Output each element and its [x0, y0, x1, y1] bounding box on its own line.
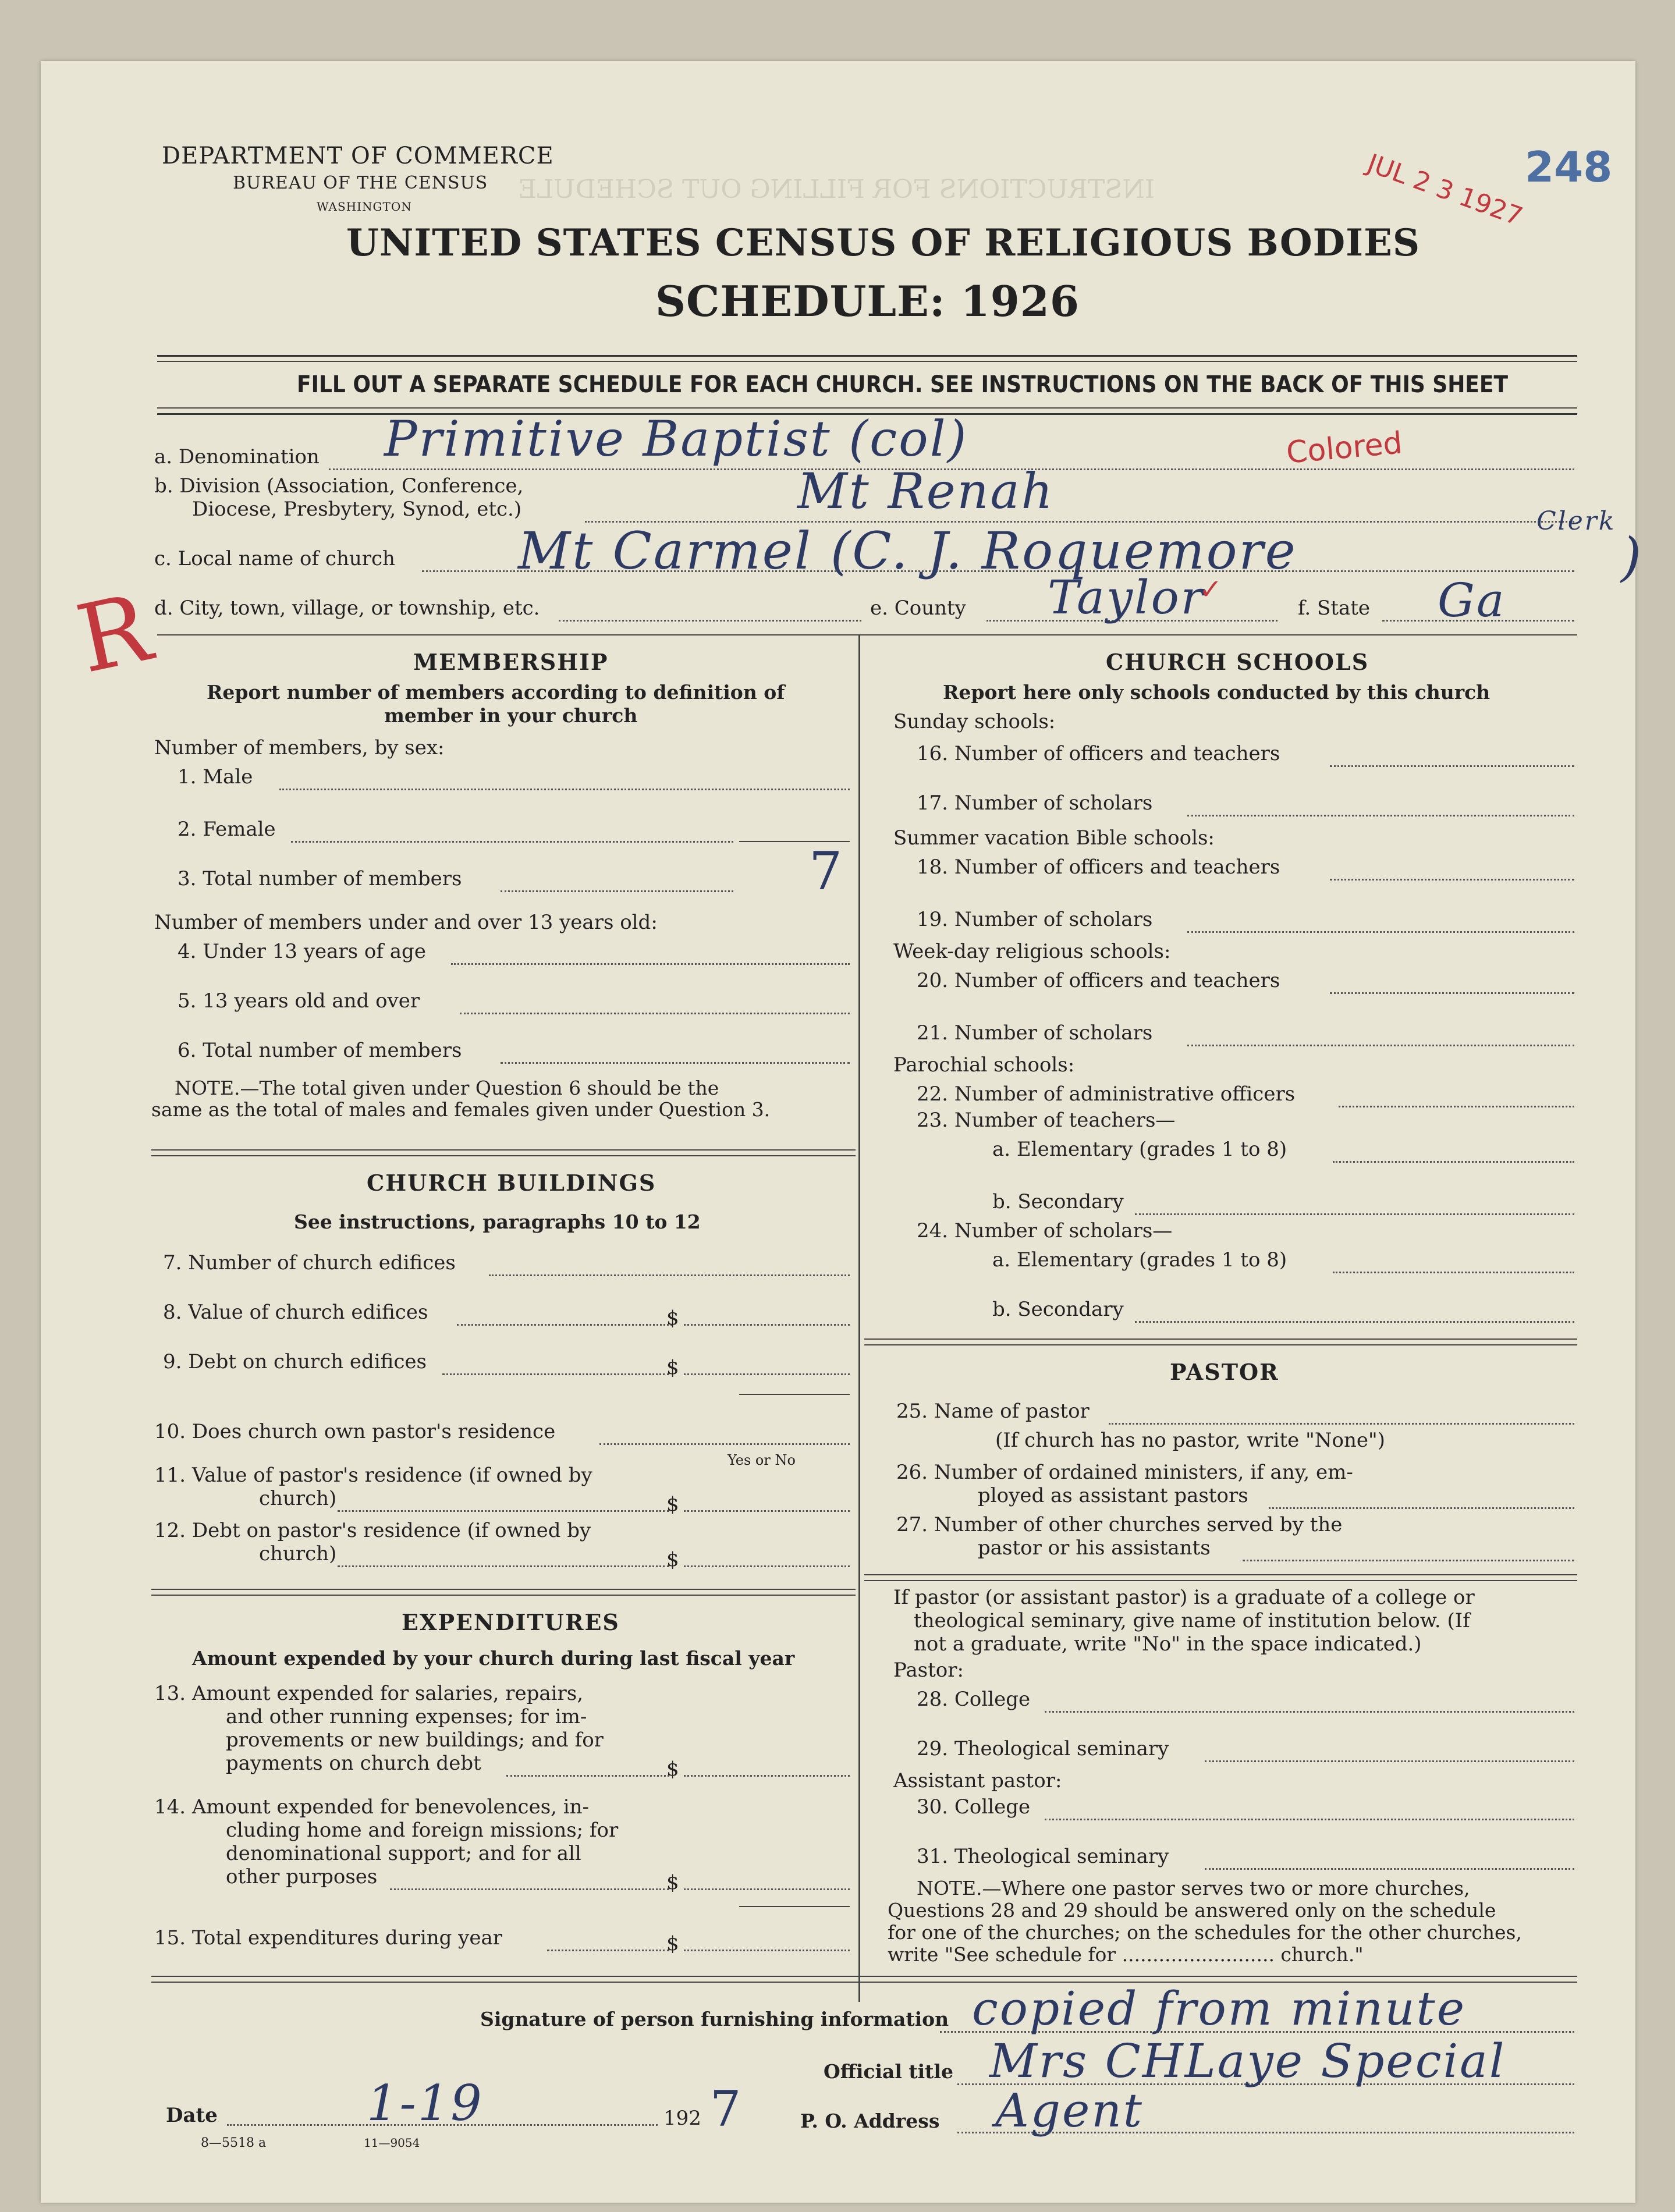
q20-line[interactable] [1330, 992, 1574, 994]
header-rule-top-2 [157, 361, 1577, 362]
q30-label: 30. College [917, 1795, 1031, 1819]
pastor-heading: PASTOR [1170, 1359, 1279, 1385]
buildings-rule [151, 1149, 856, 1151]
pastor-note-3: for one of the churches; on the schedules for the other churches, [888, 1921, 1522, 1944]
q25-note: (If church has no pastor, write "None") [995, 1429, 1385, 1452]
q23a-label: a. Elementary (grades 1 to 8) [992, 1138, 1287, 1161]
header-rule-bottom [157, 407, 1577, 409]
q5-line[interactable] [460, 1013, 850, 1014]
q1-line[interactable] [279, 789, 850, 790]
expenditures-heading: EXPENDITURES [402, 1609, 620, 1635]
q4-under13-label: 4. Under 13 years of age [178, 940, 426, 963]
q11-label-2: church) [259, 1487, 337, 1510]
q18-line[interactable] [1330, 879, 1574, 880]
q13-line [506, 1775, 669, 1777]
q2-female-label: 2. Female [178, 818, 276, 841]
q6-line[interactable] [501, 1062, 850, 1064]
instructions-banner: FILL OUT A SEPARATE SCHEDULE FOR EACH CHURCH. SEE INSTRUCTIONS ON THE BACK OF THIS SHEET [297, 371, 1509, 398]
denomination-value[interactable]: Primitive Baptist (col) [384, 410, 968, 467]
bleed-through-text: INSTRUCTIONS FOR FILLING OUT SCHEDULE [518, 175, 1155, 204]
q27-label-1: 27. Number of other churches served by the [896, 1513, 1343, 1536]
q27-label-2: pastor or his assistants [978, 1536, 1211, 1560]
department-heading: DEPARTMENT OF COMMERCE [162, 143, 554, 169]
city-line [559, 620, 861, 622]
membership-intro-2: member in your church [384, 704, 638, 727]
q10-line[interactable] [599, 1443, 850, 1445]
q15-dollar-sign: $ [666, 1932, 679, 1955]
q17-label: 17. Number of scholars [917, 791, 1153, 815]
q15-answer-line[interactable] [684, 1950, 850, 1951]
washington-heading: WASHINGTON [317, 200, 412, 214]
graduate-note-2: theological seminary, give name of institution below. (If [914, 1609, 1470, 1632]
q1-male-label: 1. Male [178, 765, 253, 789]
po-address-value[interactable]: Agent [995, 2083, 1144, 2138]
signature-value[interactable]: copied from minute [972, 1982, 1467, 2036]
parochial-schools-label: Parochial schools: [893, 1053, 1075, 1077]
q18-label: 18. Number of officers and teachers [917, 855, 1280, 879]
membership-note-1: NOTE.—The total given under Question 6 should be the [175, 1077, 719, 1099]
expenditures-subheading: Amount expended by your church during last fiscal year [192, 1647, 795, 1670]
q28-line[interactable] [1045, 1711, 1574, 1713]
q8-answer-line[interactable] [684, 1324, 850, 1326]
division-label-1: b. Division (Association, Conference, [154, 474, 524, 498]
yes-or-no-hint: Yes or No [728, 1452, 796, 1468]
q23a-line[interactable] [1333, 1161, 1574, 1163]
signature-label: Signature of person furnishing information [480, 2008, 949, 2030]
q12-label-2: church) [259, 1542, 337, 1565]
weekday-schools-label: Week-day religious schools: [893, 940, 1171, 963]
state-label: f. State [1298, 597, 1370, 620]
q23-label: 23. Number of teachers— [917, 1109, 1176, 1132]
date-value[interactable]: 1-19 [367, 2075, 484, 2132]
q14-label-1: 14. Amount expended for benevolences, in- [154, 1795, 590, 1819]
local-name-label: c. Local name of church [154, 547, 395, 570]
q31-line[interactable] [1205, 1868, 1574, 1870]
q8-label: 8. Value of church edifices [163, 1301, 428, 1324]
column-divider [858, 634, 860, 2002]
q15-line [547, 1950, 669, 1951]
q8-line [457, 1324, 672, 1326]
q24a-line[interactable] [1333, 1272, 1574, 1273]
local-name-close-paren: ) [1621, 527, 1644, 588]
q4-line[interactable] [451, 963, 850, 965]
local-name-value[interactable]: Mt Carmel (C. J. Roquemore [518, 521, 1297, 581]
q27-line[interactable] [1243, 1560, 1574, 1561]
schedule-number-stamp: 248 [1525, 143, 1613, 191]
q31-label: 31. Theological seminary [917, 1845, 1169, 1868]
expenditures-rule-2 [151, 1595, 856, 1596]
q9-label: 9. Debt on church edifices [163, 1350, 427, 1373]
q2-line [291, 841, 733, 843]
q16-label: 16. Number of officers and teachers [917, 742, 1280, 765]
official-title-label: Official title [824, 2060, 953, 2083]
q24b-line[interactable] [1135, 1321, 1574, 1323]
q14-label-4: other purposes [226, 1865, 378, 1888]
q14-label-3: denominational support; and for all [226, 1842, 581, 1865]
q23b-line[interactable] [1135, 1213, 1574, 1215]
schedule-title: SCHEDULE: 1926 [655, 276, 1080, 326]
q21-line[interactable] [1187, 1045, 1574, 1046]
q30-line[interactable] [1045, 1819, 1574, 1820]
division-value[interactable]: Mt Renah [797, 463, 1055, 520]
q14-answer-line[interactable] [684, 1888, 850, 1890]
q24-label: 24. Number of scholars— [917, 1219, 1173, 1242]
q12-answer-line[interactable] [684, 1565, 850, 1567]
q11-label-1: 11. Value of pastor's residence (if owned by [154, 1464, 592, 1487]
church-schools-heading: CHURCH SCHOOLS [1106, 649, 1369, 675]
division-label-2: Diocese, Presbytery, Synod, etc.) [192, 498, 522, 521]
year-prefix: 192 [663, 2107, 701, 2130]
expenditures-rule [151, 1589, 856, 1590]
received-date-stamp: JUL 2 3 1927 [1363, 148, 1527, 232]
q9-rule [739, 1394, 850, 1395]
denomination-label: a. Denomination [154, 445, 320, 468]
q26-label-2: ployed as assistant pastors [978, 1484, 1248, 1507]
q13-label-4: payments on church debt [226, 1752, 481, 1775]
official-title-value[interactable]: Mrs CHLaye Special [989, 2034, 1506, 2088]
census-schedule-sheet [41, 61, 1644, 2203]
q20-label: 20. Number of officers and teachers [917, 969, 1280, 992]
buildings-heading: CHURCH BUILDINGS [367, 1170, 656, 1196]
section-top-rule [157, 634, 1577, 635]
q14-dollar-sign: $ [666, 1871, 679, 1894]
pastor-label: Pastor: [893, 1659, 964, 1682]
city-label: d. City, town, village, or township, etc. [154, 597, 540, 620]
clerk-annotation: Clerk [1536, 506, 1616, 536]
q13-dollar-sign: $ [666, 1757, 679, 1781]
q24b-label: b. Secondary [992, 1298, 1124, 1321]
membership-intro-1: Report number of members according to definition of [207, 681, 785, 704]
q25-line[interactable] [1109, 1423, 1574, 1425]
pastor-note-1: NOTE.—Where one pastor serves two or more churches, [917, 1877, 1470, 1899]
q12-label-1: 12. Debt on pastor's residence (if owned by [154, 1519, 591, 1542]
buildings-subheading: See instructions, paragraphs 10 to 12 [294, 1210, 701, 1233]
county-label: e. County [870, 597, 966, 620]
q5-over13-label: 5. 13 years old and over [178, 989, 420, 1013]
bureau-heading: BUREAU OF THE CENSUS [233, 173, 488, 193]
assistant-pastor-label: Assistant pastor: [893, 1769, 1062, 1792]
q28-label: 28. College [917, 1688, 1031, 1711]
membership-note-2: same as the total of males and females given under Question 3. [151, 1098, 771, 1121]
age-intro-label: Number of members under and over 13 years old: [154, 911, 658, 934]
buildings-rule-2 [151, 1155, 856, 1156]
colored-stamp: Colored [1284, 425, 1404, 471]
q3-line [501, 890, 733, 892]
q11-line [338, 1510, 669, 1512]
q11-answer-line[interactable] [684, 1510, 850, 1512]
year-value[interactable]: 7 [710, 2080, 743, 2138]
q23b-label: b. Secondary [992, 1190, 1124, 1213]
q24a-label: a. Elementary (grades 1 to 8) [992, 1248, 1287, 1272]
q21-label: 21. Number of scholars [917, 1021, 1153, 1045]
q3-total-value[interactable]: 7 [809, 841, 844, 902]
red-check-mark: ✓ [1199, 573, 1223, 606]
q6-total-label: 6. Total number of members [178, 1039, 462, 1062]
form-number: 8—5518 a [201, 2136, 267, 2150]
pastor-note-4: write "See schedule for ......................... church." [888, 1943, 1364, 1966]
q9-dollar-sign: $ [666, 1356, 679, 1379]
q12-line [338, 1565, 669, 1567]
q22-line[interactable] [1339, 1106, 1574, 1107]
graduate-rule-2 [864, 1580, 1577, 1581]
q13-label-1: 13. Amount expended for salaries, repairs, [154, 1682, 584, 1705]
q11-dollar-sign: $ [666, 1493, 679, 1516]
po-address-label: P. O. Address [800, 2110, 940, 2132]
q29-label: 29. Theological seminary [917, 1737, 1169, 1760]
q12-dollar-sign: $ [666, 1548, 679, 1571]
q9-line [442, 1373, 669, 1375]
q13-answer-line[interactable] [684, 1775, 850, 1777]
state-value[interactable]: Ga [1438, 573, 1506, 627]
q10-label: 10. Does church own pastor's residence [154, 1420, 556, 1443]
q14-line [390, 1888, 669, 1890]
q7-line[interactable] [489, 1274, 850, 1276]
q19-label: 19. Number of scholars [917, 908, 1153, 931]
header-rule-top [157, 355, 1577, 357]
q14-label-2: cluding home and foreign missions; for [226, 1819, 619, 1842]
q29-line[interactable] [1205, 1760, 1574, 1762]
church-schools-subheading: Report here only schools conducted by this church [943, 681, 1491, 704]
q13-label-3: provements or new buildings; and for [226, 1728, 604, 1752]
q14-rule [739, 1906, 850, 1907]
graduate-note-1: If pastor (or assistant pastor) is a graduate of a college or [893, 1586, 1475, 1609]
print-number: 11—9054 [364, 2136, 420, 2150]
pastor-rule [864, 1338, 1577, 1340]
q13-label-2: and other running expenses; for im- [226, 1705, 587, 1728]
county-value[interactable]: Taylor [1048, 570, 1205, 624]
footer-rule [151, 1976, 1577, 1977]
q16-line[interactable] [1330, 765, 1574, 767]
q26-label-1: 26. Number of ordained ministers, if any, em- [896, 1461, 1353, 1484]
date-label: Date [166, 2104, 218, 2127]
summer-schools-label: Summer vacation Bible schools: [893, 826, 1215, 850]
q22-label: 22. Number of administrative officers [917, 1082, 1296, 1106]
q9-answer-line[interactable] [684, 1373, 850, 1375]
q26-line[interactable] [1269, 1507, 1574, 1509]
q3-total-label: 3. Total number of members [178, 867, 462, 890]
pastor-rule-2 [864, 1344, 1577, 1345]
graduate-note-3: not a graduate, write "No" in the space indicated.) [914, 1632, 1422, 1656]
margin-r-mark: R [68, 573, 161, 694]
q15-label: 15. Total expenditures during year [154, 1926, 503, 1950]
q19-line[interactable] [1187, 931, 1574, 933]
q7-label: 7. Number of church edifices [163, 1251, 456, 1274]
membership-heading: MEMBERSHIP [413, 649, 609, 675]
sunday-schools-label: Sunday schools: [893, 710, 1056, 733]
members-by-sex-label: Number of members, by sex: [154, 736, 445, 759]
form-title: UNITED STATES CENSUS OF RELIGIOUS BODIES [346, 221, 1421, 265]
pastor-note-2: Questions 28 and 29 should be answered only on the schedule [888, 1899, 1496, 1922]
q8-dollar-sign: $ [666, 1306, 679, 1330]
q17-line[interactable] [1187, 815, 1574, 816]
q25-label: 25. Name of pastor [896, 1400, 1090, 1423]
graduate-rule [864, 1574, 1577, 1575]
